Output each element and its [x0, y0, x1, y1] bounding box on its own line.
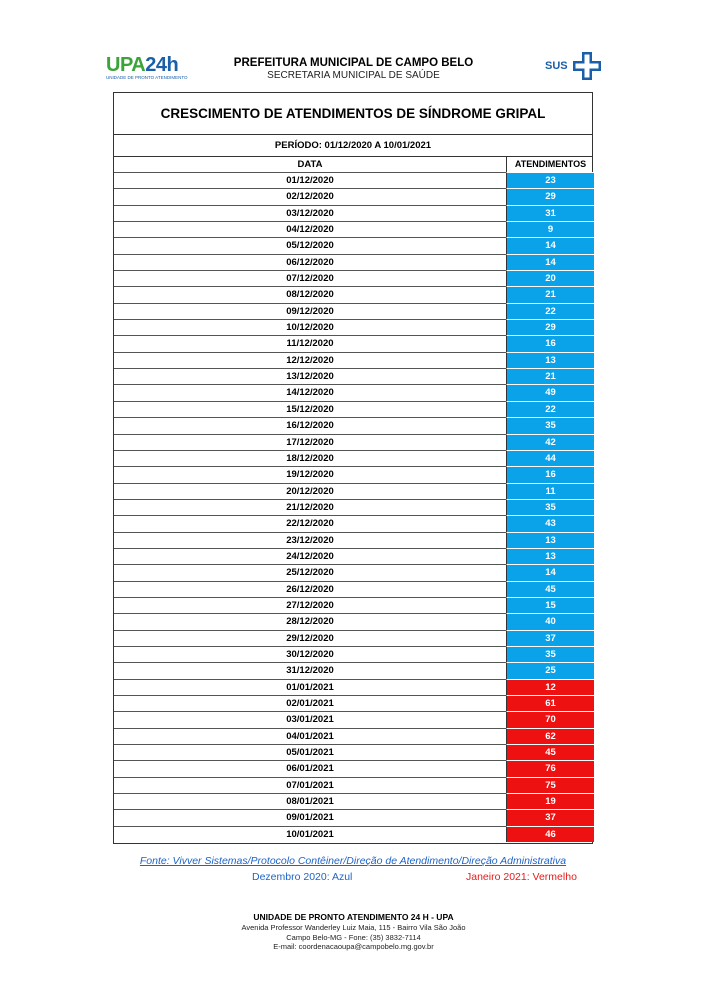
table-header — [114, 157, 592, 172]
row-date: 26/12/2020 — [286, 583, 334, 595]
row-date: 18/12/2020 — [286, 452, 334, 464]
footer-unit-name: UNIDADE DE PRONTO ATENDIMENTO 24 H - UPA — [253, 912, 454, 922]
row-date: 17/12/2020 — [286, 436, 334, 448]
row-attendances: 75 — [506, 777, 594, 793]
table-row — [114, 630, 592, 646]
table-row — [114, 335, 592, 351]
row-date: 27/12/2020 — [286, 599, 334, 611]
sus-logo — [545, 50, 605, 84]
row-date: 06/12/2020 — [286, 256, 334, 268]
row-attendances: 35 — [506, 499, 594, 515]
row-date: 14/12/2020 — [286, 387, 334, 399]
row-attendances: 21 — [506, 368, 594, 384]
table-row — [114, 744, 592, 760]
report-period: PERÍODO: 01/12/2020 A 10/01/2021 — [114, 135, 592, 157]
row-attendances: 21 — [506, 286, 594, 302]
row-attendances: 40 — [506, 613, 594, 629]
row-date: 01/01/2021 — [286, 681, 334, 693]
table-row — [114, 662, 592, 678]
row-attendances: 22 — [506, 401, 594, 417]
table-row — [114, 695, 592, 711]
row-date: 05/01/2021 — [286, 747, 334, 759]
row-attendances: 37 — [506, 809, 594, 825]
table-row — [114, 286, 592, 302]
row-date: 19/12/2020 — [286, 469, 334, 481]
footer — [0, 912, 707, 952]
row-attendances: 22 — [506, 303, 594, 319]
row-date: 24/12/2020 — [286, 550, 334, 562]
row-attendances: 46 — [506, 826, 594, 842]
row-date: 07/01/2021 — [286, 779, 334, 791]
footer-city-phone: Campo Belo-MG - Fone: (35) 3832-7114 — [286, 932, 421, 942]
table-row — [114, 793, 592, 809]
row-date: 10/01/2021 — [286, 828, 334, 840]
row-attendances: 62 — [506, 728, 594, 744]
row-attendances: 42 — [506, 434, 594, 450]
row-date: 03/01/2021 — [286, 714, 334, 726]
row-date: 09/01/2021 — [286, 812, 334, 824]
header-title: PREFEITURA MUNICIPAL DE CAMPO BELO — [233, 57, 474, 69]
row-attendances: 25 — [506, 662, 594, 678]
column-header-attendances: ATENDIMENTOS — [506, 157, 594, 172]
row-attendances: 44 — [506, 450, 594, 466]
row-date: 15/12/2020 — [286, 403, 334, 415]
table-row — [114, 254, 592, 270]
table-row — [114, 221, 592, 237]
footer-address: Avenida Professor Wanderley Luiz Maia, 115 - Bairro Vila São João — [241, 923, 466, 932]
row-date: 06/01/2021 — [286, 763, 334, 775]
table-row — [114, 319, 592, 335]
table-row — [114, 809, 592, 825]
row-attendances: 35 — [506, 646, 594, 662]
row-date: 25/12/2020 — [286, 567, 334, 579]
row-date: 22/12/2020 — [286, 518, 334, 530]
row-date: 05/12/2020 — [286, 240, 334, 252]
legend-december: Dezembro 2020: Azul — [252, 871, 353, 883]
row-attendances: 16 — [506, 335, 594, 351]
row-date: 01/12/2020 — [286, 175, 334, 186]
table-body — [114, 172, 592, 842]
row-attendances: 19 — [506, 793, 594, 809]
row-date: 09/12/2020 — [286, 305, 334, 317]
row-attendances: 37 — [506, 630, 594, 646]
table-row — [114, 303, 592, 319]
table-row — [114, 352, 592, 368]
table-row — [114, 172, 592, 188]
row-date: 16/12/2020 — [286, 420, 334, 432]
row-attendances: 12 — [506, 679, 594, 695]
row-date: 11/12/2020 — [286, 338, 334, 350]
source-note: Fonte: Vivver Sistemas/Protocolo Contêiner/Direção de Atendimento/Direção Administrativa — [139, 855, 567, 867]
table-row — [114, 613, 592, 629]
row-attendances: 20 — [506, 270, 594, 286]
row-date: 08/12/2020 — [286, 289, 334, 301]
sus-cross-icon — [571, 50, 603, 82]
report-title: CRESCIMENTO DE ATENDIMENTOS DE SÍNDROME GRIPAL — [114, 93, 592, 135]
legend-january: Janeiro 2021: Vermelho — [466, 871, 577, 883]
row-date: 08/01/2021 — [286, 796, 334, 808]
table-row — [114, 679, 592, 695]
table-row — [114, 646, 592, 662]
table-row — [114, 237, 592, 253]
table-row — [114, 450, 592, 466]
header-subtitle: SECRETARIA MUNICIPAL DE SAÚDE — [267, 70, 440, 81]
table-row — [114, 434, 592, 450]
row-date: 12/12/2020 — [286, 354, 334, 366]
row-attendances: 45 — [506, 581, 594, 597]
table-row — [114, 826, 592, 842]
upa-logo-subtitle: UNIDADE DE PRONTO ATENDIMENTO — [106, 75, 188, 80]
row-attendances: 15 — [506, 597, 594, 613]
table-row — [114, 711, 592, 727]
row-attendances: 9 — [506, 221, 594, 237]
row-date: 04/12/2020 — [286, 224, 334, 236]
row-attendances: 13 — [506, 548, 594, 564]
row-date: 23/12/2020 — [286, 534, 334, 546]
row-attendances: 70 — [506, 711, 594, 727]
row-attendances: 29 — [506, 188, 594, 204]
table-row — [114, 384, 592, 400]
table-row — [114, 499, 592, 515]
row-date: 02/12/2020 — [286, 191, 334, 203]
table-row — [114, 401, 592, 417]
report-table — [113, 92, 593, 844]
row-date: 02/01/2021 — [286, 698, 334, 709]
table-row — [114, 777, 592, 793]
table-row — [114, 188, 592, 204]
table-row — [114, 564, 592, 580]
row-attendances: 23 — [506, 172, 594, 188]
row-attendances: 14 — [506, 237, 594, 253]
row-attendances: 43 — [506, 515, 594, 531]
row-date: 20/12/2020 — [286, 485, 334, 497]
row-date: 31/12/2020 — [286, 665, 334, 677]
row-attendances: 49 — [506, 384, 594, 400]
upa-logo-text: UPA24h — [106, 54, 179, 76]
table-row — [114, 466, 592, 482]
row-date: 10/12/2020 — [286, 322, 334, 334]
table-row — [114, 205, 592, 221]
row-attendances: 13 — [506, 352, 594, 368]
table-row — [114, 597, 592, 613]
table-row — [114, 581, 592, 597]
table-row — [114, 532, 592, 548]
row-date: 28/12/2020 — [286, 616, 334, 628]
footer-email: E-mail: coordenacaoupa@campobelo.mg.gov.br — [273, 942, 434, 951]
row-date: 07/12/2020 — [286, 273, 334, 285]
row-attendances: 14 — [506, 564, 594, 580]
row-attendances: 76 — [506, 760, 594, 776]
row-attendances: 31 — [506, 205, 594, 221]
row-attendances: 11 — [506, 483, 594, 499]
row-attendances: 29 — [506, 319, 594, 335]
row-date: 13/12/2020 — [286, 371, 334, 383]
row-attendances: 61 — [506, 695, 594, 711]
table-row — [114, 368, 592, 384]
row-date: 21/12/2020 — [286, 501, 334, 513]
row-date: 29/12/2020 — [286, 632, 334, 644]
row-attendances: 16 — [506, 466, 594, 482]
table-row — [114, 483, 592, 499]
row-attendances: 13 — [506, 532, 594, 548]
table-row — [114, 548, 592, 564]
table-row — [114, 760, 592, 776]
row-date: 30/12/2020 — [286, 648, 334, 660]
row-date: 04/01/2021 — [286, 730, 334, 742]
row-attendances: 45 — [506, 744, 594, 760]
sus-logo-text: SUS — [545, 60, 568, 72]
table-row — [114, 728, 592, 744]
row-date: 03/12/2020 — [286, 207, 334, 219]
column-header-date: DATA — [297, 159, 323, 170]
table-row — [114, 270, 592, 286]
row-attendances: 14 — [506, 254, 594, 270]
table-row — [114, 417, 592, 433]
row-attendances: 35 — [506, 417, 594, 433]
table-row — [114, 515, 592, 531]
